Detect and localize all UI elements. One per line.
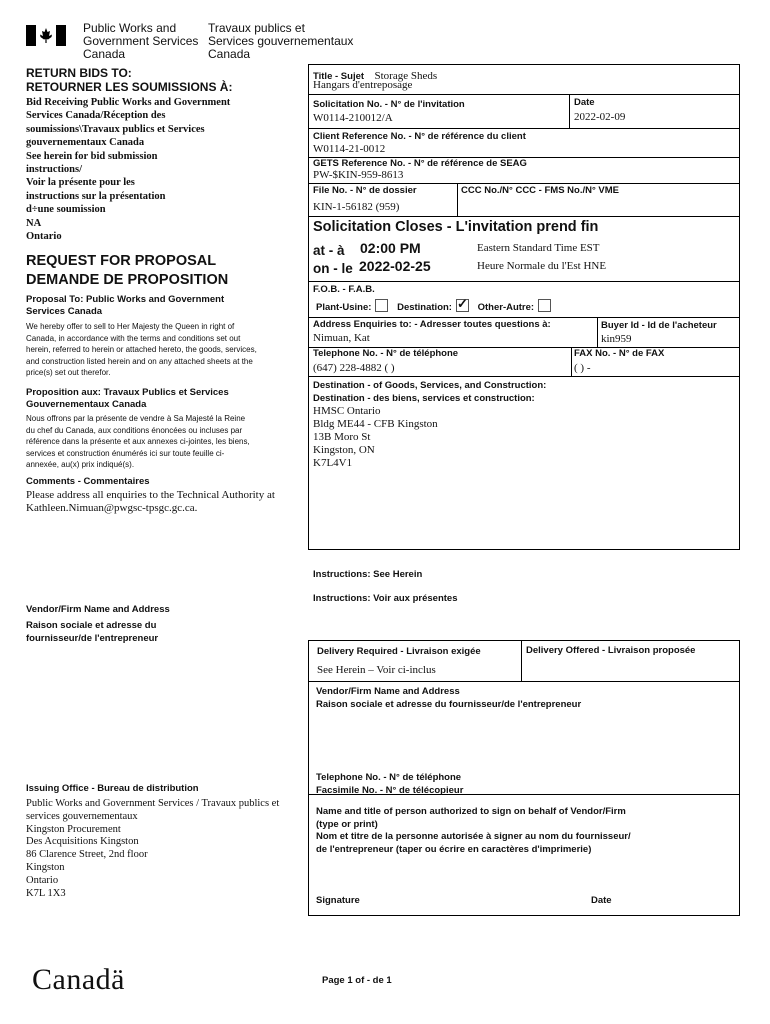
solicitation-date: 2022-02-09: [574, 111, 626, 123]
canada-wordmark: [32, 963, 125, 997]
vendor-name-address-label: Vendor/Firm Name and Address: [26, 604, 170, 615]
timezone-en: Eastern Standard Time EST: [477, 242, 600, 254]
solicitation-no-label: Solicitation No. - N° de l'invitation: [313, 99, 465, 110]
solicitation-no: W0114-210012/A: [313, 112, 393, 124]
authorized-signer-label: Name and title of person authorized to sign on behalf of Vendor/Firm (type or print) Nom et titre de la personne autorisée à signer au nom du fournisseur/ de l'entrepreneur (taper ou écrire en caractères d'imprimerie): [316, 806, 631, 855]
client-ref-label: Client Reference No. - N° de référence du client: [313, 131, 526, 142]
page-number: Page 1 of - de 1: [322, 975, 392, 986]
offer-text-en: We hereby offer to sell to Her Majesty the Queen in right of Canada, in accordance with the terms and conditions set out herein, referred to herein or attached hereto, the goods, services, and construction listed herein and on any attached sheets at the price(s) set out therefor.: [26, 322, 257, 377]
department-name-fr: Travaux publics et Services gouvernementaux Canada: [208, 21, 354, 61]
other-checkbox[interactable]: [538, 299, 551, 312]
department-name-en: Public Works and Government Services Canada: [83, 21, 199, 61]
rfp-title: REQUEST FOR PROPOSAL: [26, 253, 217, 269]
at-label: at - à: [313, 243, 345, 258]
telephone-no: (647) 228-4882 ( ): [313, 362, 395, 374]
other-label: Other-Autre:: [477, 302, 535, 313]
timezone-fr: Heure Normale du l'Est HNE: [477, 260, 607, 272]
telephone-facsimile-label: Telephone No. - N° de téléphone Facsimile No. - N° de télécopieur: [316, 772, 464, 796]
delivery-required-label: Delivery Required - Livraison exigée: [317, 646, 481, 657]
closing-time: 02:00 PM: [360, 240, 421, 256]
file-no-label: File No. - N° de dossier: [313, 185, 417, 196]
date-label: Date: [574, 97, 595, 108]
address-enquiries-label: Address Enquiries to: - Adresser toutes questions à:: [313, 319, 551, 330]
buyer-id: kin959: [601, 333, 632, 345]
instructions-en: Instructions: See Herein: [313, 569, 423, 580]
delivery-required: See Herein – Voir ci-inclus: [317, 664, 436, 676]
destination-goods-label: Destination - of Goods, Services, and Construction: Destination - des biens, services et construction:: [313, 380, 547, 404]
fob-label: F.O.B. - F.A.B.: [313, 284, 375, 295]
issuing-office-address: Public Works and Government Services / Travaux publics et services gouvernementaux Kingston Procurement Des Acquisitions Kingston 86 Clarence Street, 2nd floor Kingston Ontario K7L 1X3: [26, 798, 280, 899]
issuing-office-label: Issuing Office - Bureau de distribution: [26, 783, 199, 794]
comments-label: Comments - Commentaires: [26, 476, 150, 487]
fax-no: ( ) -: [574, 362, 591, 374]
buyer-id-label: Buyer Id - Id de l'acheteur: [601, 320, 717, 331]
signature-label: Signature: [316, 895, 360, 906]
destination-label: Destination:: [397, 302, 452, 313]
gets-ref-label: GETS Reference No. - N° de référence de SEAG: [313, 158, 527, 169]
checkmark-icon: ✓: [456, 296, 468, 311]
proposal-to-label: Proposal To: Public Works and Government Services Canada: [26, 294, 225, 317]
destination-checkbox[interactable]: [456, 296, 469, 312]
fob-options: [316, 296, 557, 313]
on-label: on - le: [313, 261, 353, 276]
plant-label: Plant-Usine:: [316, 302, 372, 313]
canada-flag-logo: [26, 25, 66, 46]
comments-text: Please address all enquiries to the Technical Authority at Kathleen.Nimuan@pwgsc-tpsgc.gc.ca.: [26, 489, 275, 514]
file-no: KIN-1-56182 (959): [313, 201, 400, 213]
destination-address: HMSC Ontario Bldg ME44 - CFB Kingston 13B Moro St Kingston, ON K7L4V1: [313, 405, 438, 469]
return-bids-title-fr: RETOURNER LES SOUMISSIONS À:: [26, 80, 233, 94]
title-value-en: Storage Sheds: [374, 70, 438, 82]
proposition-label: Proposition aux: Travaux Publics et Services Gouvernementaux Canada: [26, 387, 229, 410]
client-ref-no: W0114-21-0012: [313, 143, 386, 155]
signature-date-label: Date: [591, 895, 612, 906]
bid-receiving-address: Bid Receiving Public Works and Government Services Canada/Réception des soumissions\Travaux publics et Services gouvernementaux Canada See herein for bid submission instructions/ Voir la présente pour les instructions sur la présentation d÷une soumission NA Ontario: [26, 97, 231, 243]
instructions-fr: Instructions: Voir aux présentes: [313, 593, 458, 604]
rfp-title-fr: DEMANDE DE PROPOSITION: [26, 272, 229, 288]
gets-ref-no: PW-$KIN-959-8613: [313, 169, 404, 181]
delivery-offered-label: Delivery Offered - Livraison proposée: [526, 645, 696, 656]
closing-date: 2022-02-25: [359, 258, 431, 274]
solicitation-closes-label: Solicitation Closes - L'invitation prend fin: [313, 219, 599, 235]
vendor-raison-sociale-label: Raison sociale et adresse du fournisseur/de l'entrepreneur: [26, 620, 159, 644]
offer-text-fr: Nous offrons par la présente de vendre à Sa Majesté la Reine du chef du Canada, aux conditions énoncées ou incluses par référence dans la présente et aux annexes ci-jointes, les biens, services et construction énumérés ici sur toute feuille ci-annexée, au(x) prix indiqué(s).: [26, 414, 250, 469]
ccc-no-label: CCC No./N° CCC - FMS No./N° VME: [461, 185, 620, 196]
plant-checkbox[interactable]: [375, 299, 388, 312]
telephone-label: Telephone No. - N° de téléphone: [313, 348, 459, 359]
title-value-fr: Hangars d'entreposage: [313, 79, 413, 91]
canada-wordmark-text: Canadä: [32, 963, 125, 996]
return-bids-title: RETURN BIDS TO:: [26, 66, 132, 80]
vendor-firm-label: Vendor/Firm Name and Address Raison sociale et adresse du fournisseur/de l'entrepreneur: [316, 686, 582, 710]
fax-label: FAX No. - N° de FAX: [574, 348, 665, 359]
title-label: Title - Sujet: [313, 71, 365, 82]
address-enquiries: Nimuan, Kat: [313, 332, 370, 344]
